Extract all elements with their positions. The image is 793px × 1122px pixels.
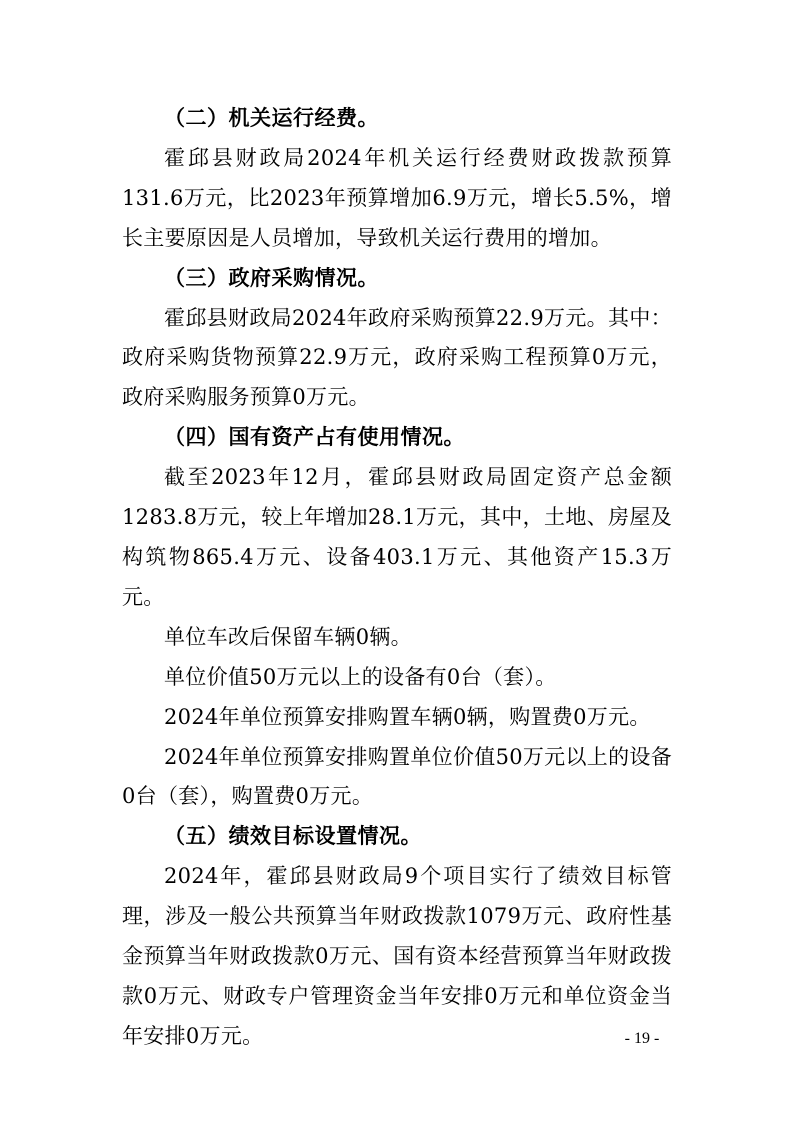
section-heading-performance-goals: （五）绩效目标设置情况。 (164, 824, 422, 849)
paragraph-fixed-assets: 截至2023年12月，霍邱县财政局固定资产总金额1283.8万元，较上年增加28.1万元，其中，土地、房屋及构筑物865.4万元、设备403.1万元、其他资产15.3万元。 (122, 465, 672, 609)
section-heading-procurement: （三）政府采购情况。 (164, 265, 379, 290)
paragraph-high-value-equipment: 单位价值50万元以上的设备有0台（套）。 (164, 664, 557, 689)
paragraph-operating-expenses: 霍邱县财政局2024年机关运行经费财政拨款预算131.6万元，比2023年预算增加6.9万元，增长5.5%，增长主要原因是人员增加，导致机关运行费用的增加。 (122, 145, 672, 250)
section-heading-state-assets: （四）国有资产占有使用情况。 (164, 425, 465, 450)
paragraph-procurement: 霍邱县财政局2024年政府采购预算22.9万元。其中：政府采购货物预算22.9万元，政府采购工程预算0万元，政府采购服务预算0万元。 (122, 305, 672, 410)
paragraph-equipment-purchase: 2024年单位预算安排购置单位价值50万元以上的设备0台（套），购置费0万元。 (122, 744, 672, 809)
section-heading-operating-expenses: （二）机关运行经费。 (164, 106, 379, 130)
paragraph-retained-vehicles: 单位车改后保留车辆0辆。 (164, 624, 412, 649)
document-body (122, 99, 672, 1057)
page-number: - 19 - (624, 1030, 660, 1047)
paragraph-vehicle-purchase: 2024年单位预算安排购置车辆0辆，购置费0万元。 (164, 704, 651, 729)
paragraph-performance-goals: 2024年，霍邱县财政局9个项目实行了绩效目标管理，涉及一般公共预算当年财政拨款1079万元、政府性基金预算当年财政拨款0万元、国有资本经营预算当年财政拨款0万元、财政专户管理资金当年安排0万元和单位资金当年安排0万元。 (122, 864, 672, 1048)
